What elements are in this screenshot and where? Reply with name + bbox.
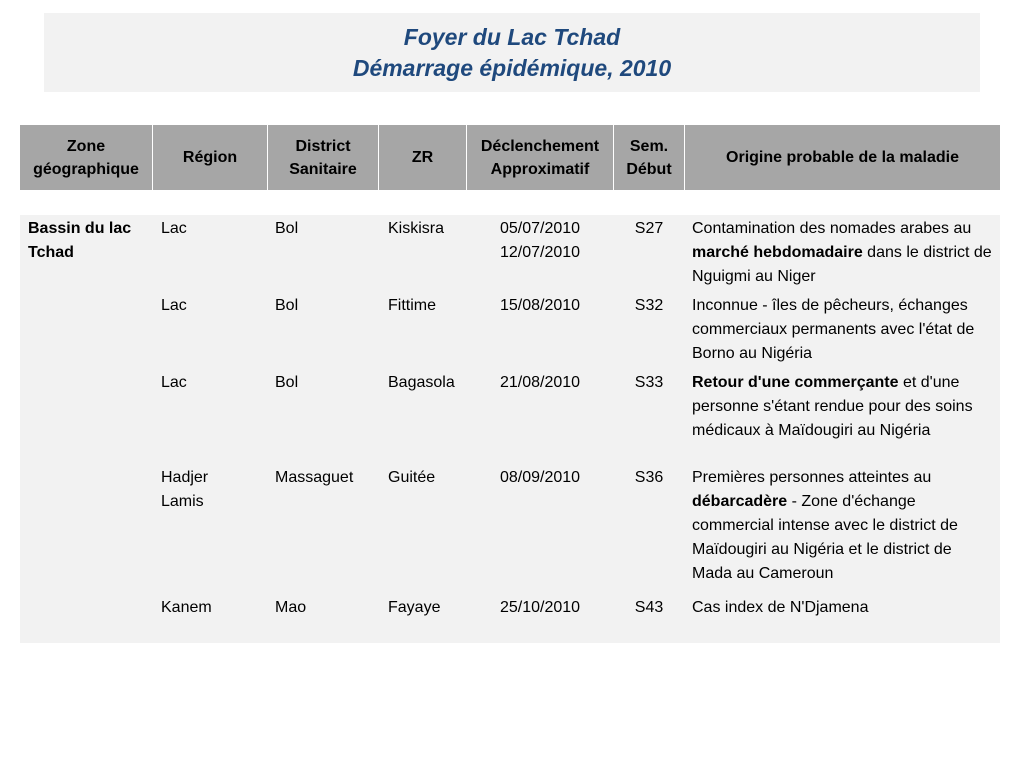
cell-date-2: 12/07/2010 <box>499 244 581 261</box>
origine-text: Premières personnes atteintes au <box>692 469 932 486</box>
origine-highlight: Retour d'une commerçante <box>692 374 899 391</box>
title-line-1: Foyer du Lac Tchad <box>403 23 621 50</box>
cell-district: Mao <box>275 599 307 616</box>
cell-date-1: 21/08/2010 <box>499 374 581 391</box>
header-district: District Sanitaire <box>289 137 357 178</box>
cell-semaine: S36 <box>634 469 664 486</box>
cell-district: Bol <box>275 374 299 391</box>
cell-region: Hadjer Lamis <box>161 469 209 510</box>
cell-region: Lac <box>161 374 187 391</box>
cell-origine <box>692 217 992 289</box>
title-line-2: Démarrage épidémique, 2010 <box>352 54 672 81</box>
header-semaine: Sem. Début <box>626 137 672 178</box>
origine-highlight: débarcadère <box>692 493 788 510</box>
origine-highlight: marché hebdomadaire <box>692 244 863 261</box>
origine-text: et d'une personne s'étant rendue pour des soins médicaux à Maïdougiri au Nigéria <box>692 374 973 439</box>
table-body <box>20 215 1000 643</box>
cell-zr: Kiskisra <box>388 220 445 237</box>
cell-zr: Guitée <box>388 469 436 486</box>
cell-zr: Fittime <box>388 297 436 314</box>
header-zone: Zone géographique <box>33 137 139 178</box>
cell-origine <box>692 371 992 443</box>
cell-region: Kanem <box>161 599 212 616</box>
header-zr: ZR <box>411 149 434 166</box>
cell-date-1: 08/09/2010 <box>499 469 581 486</box>
cell-zr: Bagasola <box>388 374 455 391</box>
cell-region: Lac <box>161 297 187 314</box>
origine-text: Inconnue - îles de pêcheurs, échanges commerciaux permanents avec l'état de Borno au Nigéria <box>692 297 975 362</box>
cell-region: Lac <box>161 220 187 237</box>
header-origine: Origine probable de la maladie <box>726 149 959 166</box>
header-declenchement: Déclenchement Approximatif <box>480 137 600 178</box>
cell-semaine: S43 <box>634 599 664 616</box>
cell-semaine: S27 <box>634 220 664 237</box>
cell-district: Bol <box>275 220 299 237</box>
cell-district: Massaguet <box>275 469 354 486</box>
table-header <box>20 125 1000 190</box>
cell-origine <box>692 294 992 366</box>
cell-origine <box>692 466 992 586</box>
cell-zr: Fayaye <box>388 599 441 616</box>
cell-origine <box>692 596 992 620</box>
cell-date-1: 15/08/2010 <box>499 297 581 314</box>
header-region: Région <box>182 149 238 166</box>
origine-text: Cas index de N'Djamena <box>692 599 869 616</box>
cell-district: Bol <box>275 297 299 314</box>
origine-text: dans le district de Nguigmi au Niger <box>692 244 992 285</box>
zone-cell: Bassin du lac Tchad <box>28 220 132 261</box>
origine-text: - Zone d'échange commercial intense avec le district de Maïdougiri au Nigéria et le district de Mada au Cameroun <box>692 493 958 582</box>
cell-semaine: S32 <box>634 297 664 314</box>
slide-title-box <box>44 13 980 92</box>
cell-date-1: 05/07/2010 <box>499 220 581 237</box>
cell-date-1: 25/10/2010 <box>499 599 581 616</box>
origine-text: Contamination des nomades arabes au <box>692 220 972 237</box>
cell-semaine: S33 <box>634 374 664 391</box>
